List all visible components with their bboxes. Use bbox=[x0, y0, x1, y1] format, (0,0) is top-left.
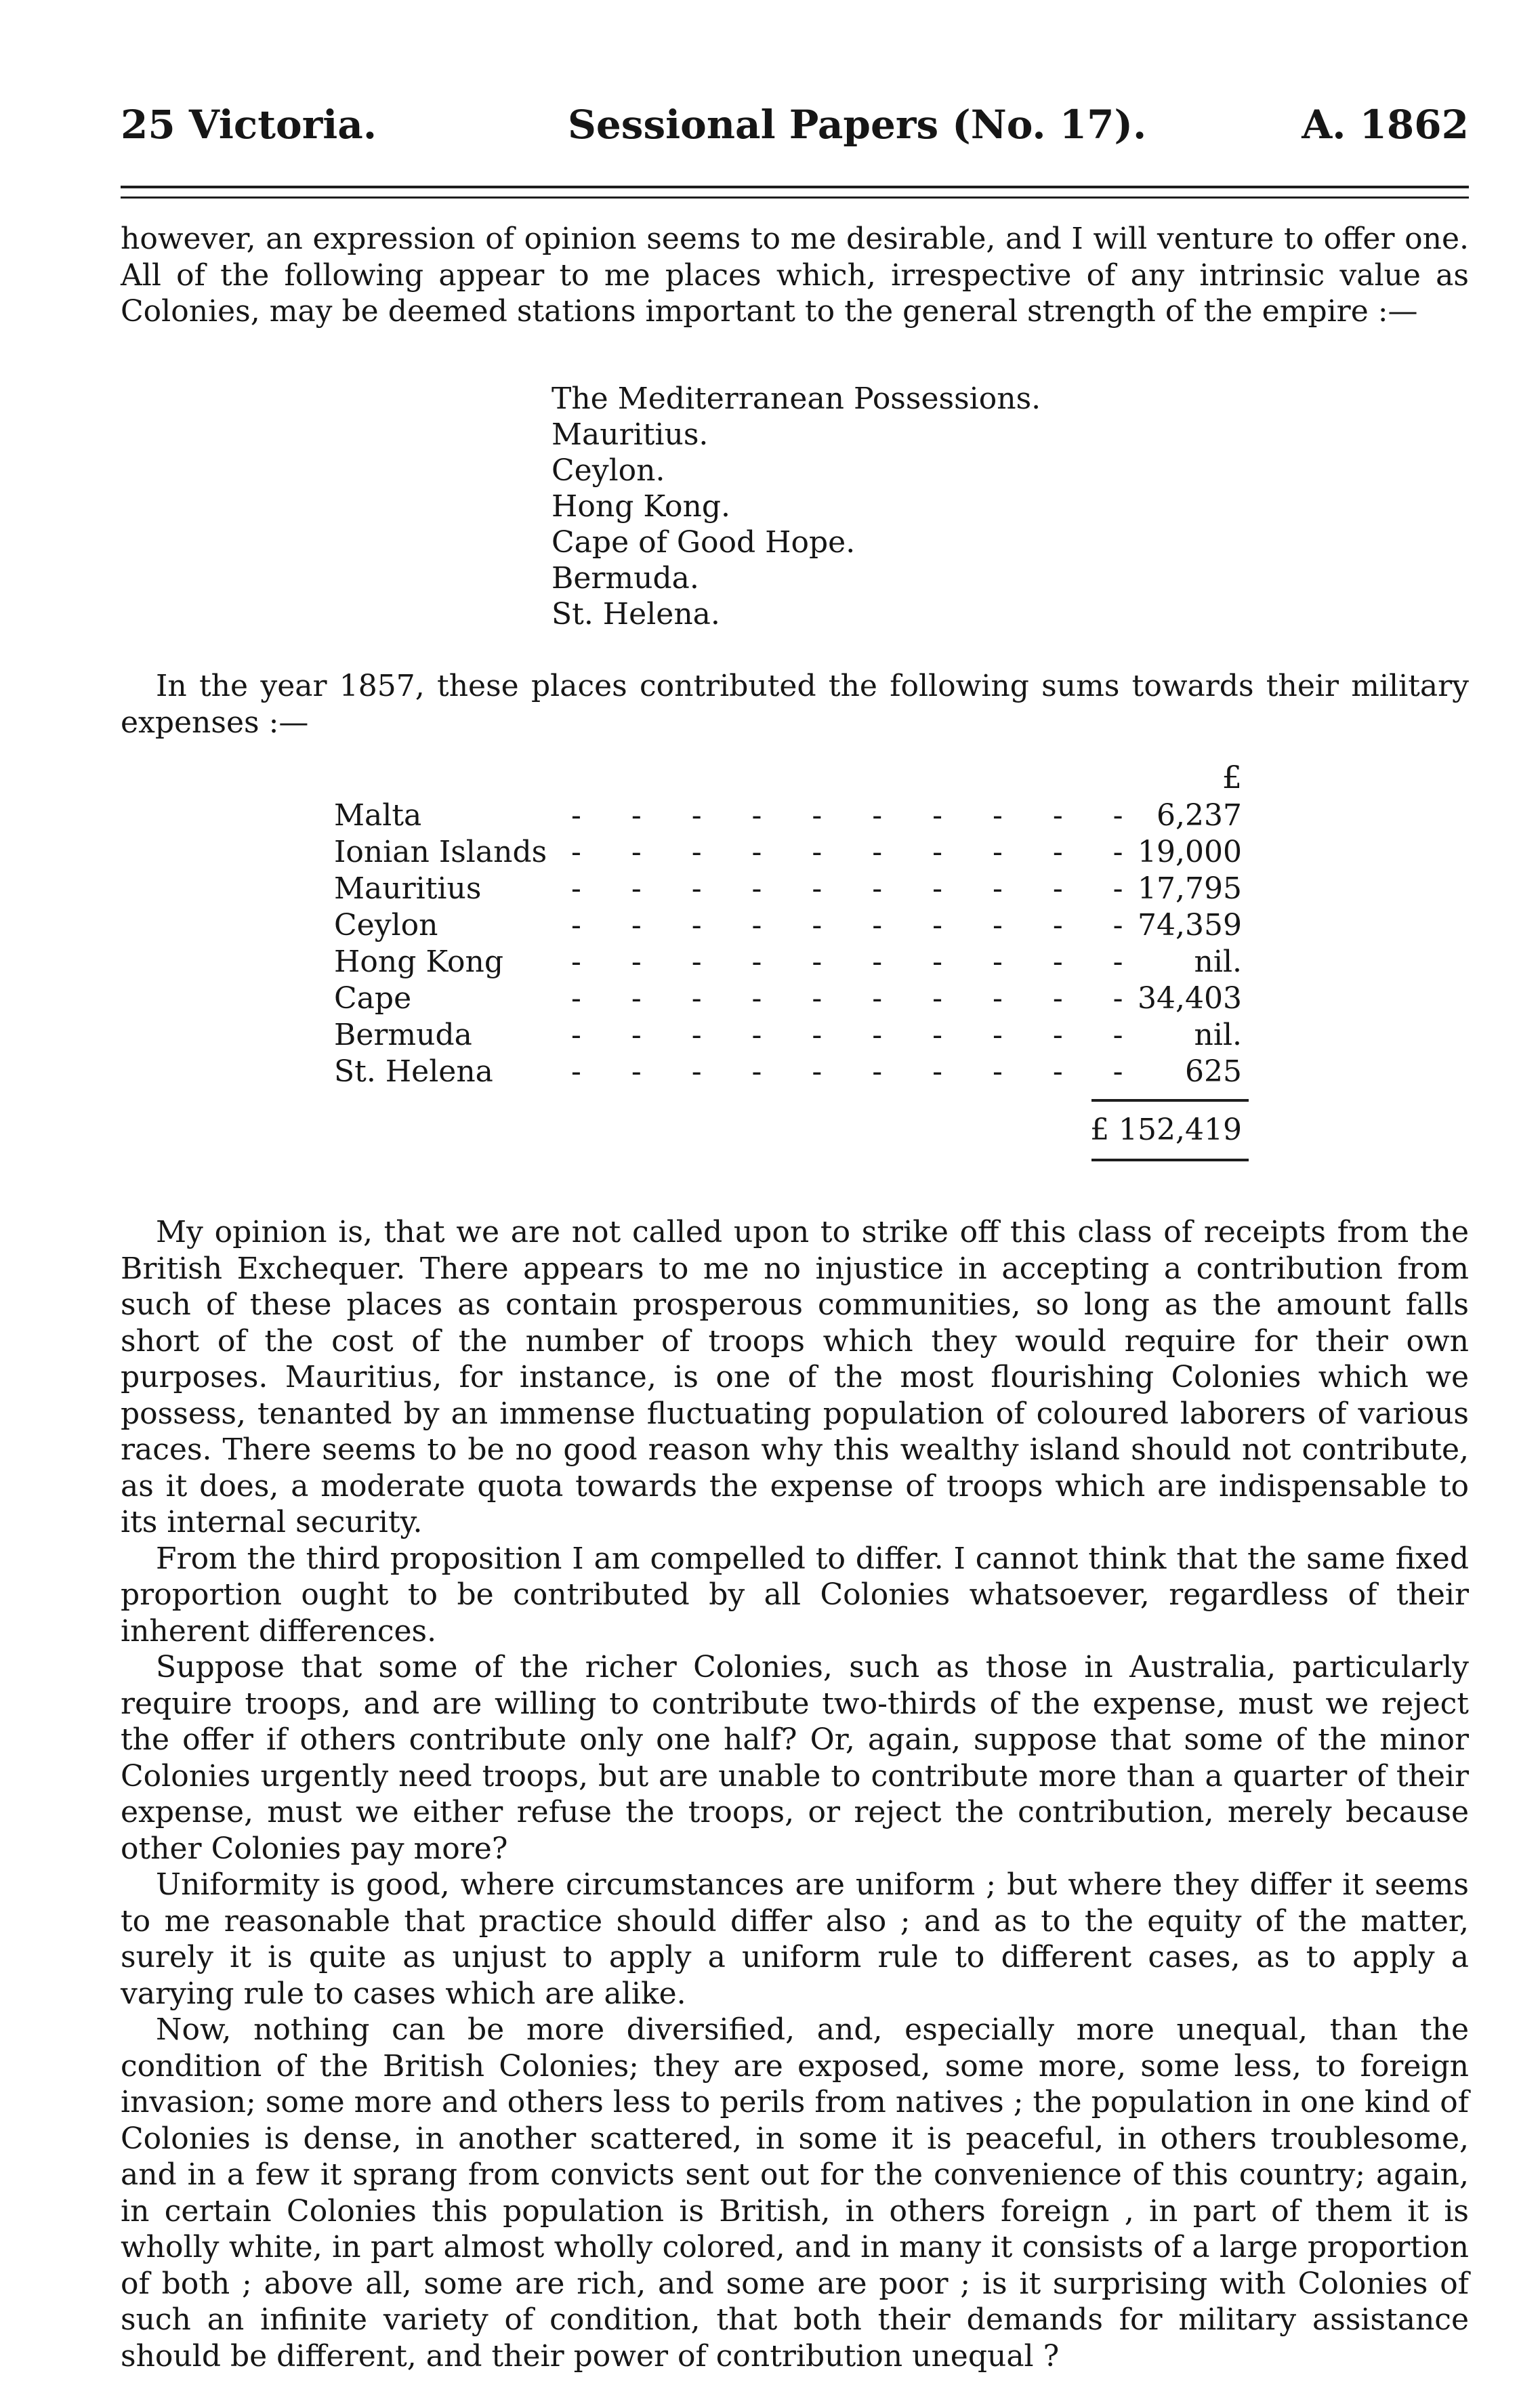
contributions-intro bbox=[121, 668, 1469, 741]
body-paragraph: My opinion is, that we are not called upon to strike off this class of receipts from the British Exchequer. There appears to me no injustice in accepting a contribution from such of these places as contain prosperous communities, so long as the amount falls short of the cost of the number of troops which they would require for their own purposes. Mauritius, for instance, is one of the most flourishing Colonies which we possess, tenanted by an immense fluctuating population of coloured laborers of various races. There seems to be no good reason why this wealthy island should not contribute, as it does, a moderate quota towards the expense of troops which are indispensable to its internal security. bbox=[121, 1215, 1469, 1539]
body-paragraph: From the third proposition I am compelled to differ. I cannot think that the same fixed proportion ought to be contributed by all Colonies whatsoever, regardless of their inherent differences. bbox=[121, 1541, 1469, 1649]
amount-value: 17,795 bbox=[1138, 871, 1242, 906]
amount-value: nil. bbox=[1194, 1018, 1242, 1052]
amount-value: nil. bbox=[1194, 945, 1242, 979]
table-row bbox=[334, 871, 1249, 908]
dot-leader: - - - - - - - - - - bbox=[571, 981, 1144, 1016]
table-row bbox=[334, 981, 1249, 1018]
dot-leader: - - - - - - - - - - bbox=[571, 908, 1144, 943]
table-row bbox=[334, 945, 1249, 981]
place-name: Hong Kong bbox=[334, 945, 504, 979]
body-paragraph: Now, nothing can be more diversified, and, especially more unequal, than the condition of the British Colonies; they are exposed, some more, some less, to foreign invasion; some more and others less to perils from natives ; the population in one kind of Colonies is dense, in another scattered, in some it is peaceful, in others troublesome, and in a few it sprang from convicts sent out for the convenience of this country; again, in certain Colonies this population is British, in others foreign , in part of them it is wholly white, in part almost wholly colored, and in many it consists of a large proportion of both ; above all, some are rich, and some are poor ; is it surprising with Colonies of such an infinite variety of condition, that both their demands for military assistance should be different, and their power of contribution unequal ? bbox=[121, 2012, 1469, 2374]
station-item: Bermuda. bbox=[552, 561, 699, 596]
table-row bbox=[334, 908, 1249, 945]
amount-value: 74,359 bbox=[1138, 908, 1242, 943]
table-row bbox=[334, 1018, 1249, 1054]
place-name: Malta bbox=[334, 798, 422, 833]
table-row bbox=[334, 798, 1249, 835]
place-name: Ceylon bbox=[334, 908, 438, 943]
contributions-intro-text: In the year 1857, these places contributed the following sums towards their military expenses :— bbox=[121, 669, 1469, 740]
intro-paragraph bbox=[121, 221, 1469, 330]
discussion-text bbox=[121, 1214, 1469, 2374]
station-item: Hong Kong. bbox=[552, 489, 731, 524]
dot-leader: - - - - - - - - - - bbox=[571, 1018, 1144, 1052]
place-name: Ionian Islands bbox=[334, 835, 547, 869]
station-item: The Mediterranean Possessions. bbox=[552, 381, 1041, 416]
header-regnal-year: 25 Victoria. bbox=[121, 102, 377, 148]
total-value: £ 152,419 bbox=[1090, 1113, 1242, 1147]
dot-leader: - - - - - - - - - - bbox=[571, 835, 1144, 869]
dot-leader: - - - - - - - - - - bbox=[571, 871, 1144, 906]
currency-header: £ bbox=[1222, 759, 1242, 795]
table-row bbox=[334, 835, 1249, 871]
header-rule-top bbox=[121, 186, 1469, 188]
header-volume-year: A. 1862 bbox=[1302, 102, 1469, 148]
header-rule-bottom bbox=[121, 196, 1469, 199]
header-series-title: Sessional Papers (No. 17). bbox=[568, 102, 1147, 148]
place-name: Bermuda bbox=[334, 1018, 472, 1052]
dot-leader: - - - - - - - - - - bbox=[571, 1054, 1144, 1089]
dot-leader: - - - - - - - - - - bbox=[571, 945, 1144, 979]
station-item: Cape of Good Hope. bbox=[552, 525, 856, 560]
station-item: Mauritius. bbox=[552, 417, 709, 452]
amount-value: 34,403 bbox=[1138, 981, 1242, 1016]
intro-text: however, an expression of opinion seems to me desirable, and I will venture to offer one. All of the following appear to me places which, irrespective of any intrinsic value as Colonies, may be deemed stations important to the general strength of the empire :— bbox=[121, 222, 1469, 329]
sum-rule-top bbox=[1091, 1099, 1249, 1102]
place-name: Mauritius bbox=[334, 871, 482, 906]
dot-leader: - - - - - - - - - - bbox=[571, 798, 1144, 833]
stations-list bbox=[552, 381, 1041, 632]
body-paragraph: Uniformity is good, where circumstances are uniform ; but where they differ it seems to me reasonable that practice should differ also ; and as to the equity of the matter, surely it is quite as unjust to apply a uniform rule to different cases, as to apply a varying rule to cases which are alike. bbox=[121, 1867, 1469, 2011]
body-paragraph: Suppose that some of the richer Colonies, such as those in Australia, particularly require troops, and are willing to contribute two-thirds of the expense, must we reject the offer if others contribute only one half? Or, again, suppose that some of the minor Colonies urgently need troops, but are unable to contribute more than a quarter of their expense, must we either refuse the troops, or reject the contribution, merely because other Colonies pay more? bbox=[121, 1650, 1469, 1866]
place-name: Cape bbox=[334, 981, 412, 1016]
table-row bbox=[334, 1054, 1249, 1091]
running-head bbox=[121, 102, 1469, 169]
place-name: St. Helena bbox=[334, 1054, 493, 1089]
amount-value: 19,000 bbox=[1138, 835, 1242, 869]
sum-rule-bottom bbox=[1091, 1159, 1249, 1161]
station-item: Ceylon. bbox=[552, 453, 665, 488]
amount-value: 6,237 bbox=[1157, 798, 1242, 833]
station-item: St. Helena. bbox=[552, 597, 720, 631]
total-row bbox=[334, 1113, 1249, 1147]
amount-value: 625 bbox=[1185, 1054, 1242, 1089]
